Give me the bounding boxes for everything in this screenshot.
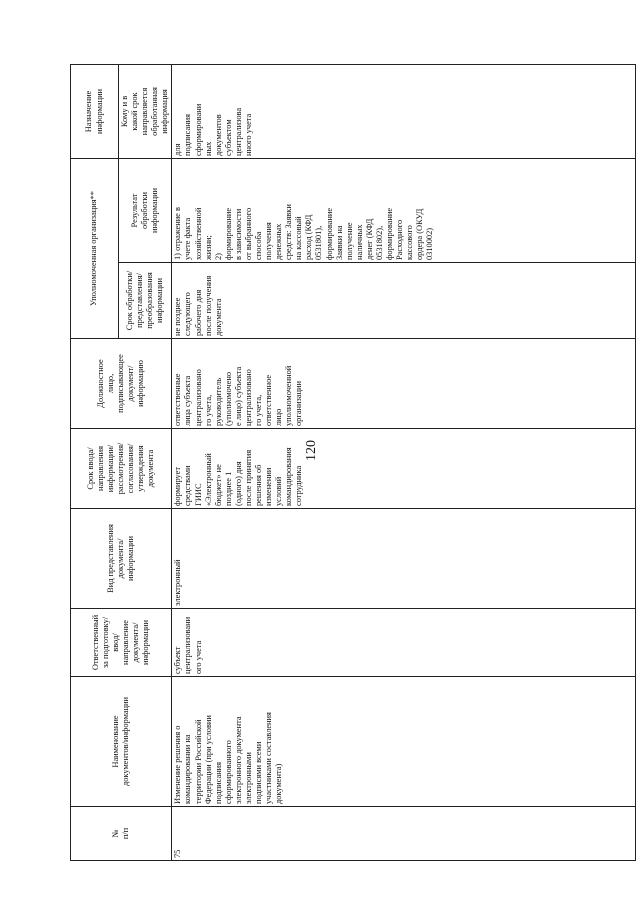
document-table — [70, 64, 636, 861]
cell-responsible: субъект централизовани ого учета — [172, 609, 636, 677]
cell-num: 75 — [172, 807, 636, 861]
cell-view: электронный — [172, 509, 636, 609]
cell-deadline-input: формирует средствами ГИИС «Электронный бюджет» не позднее 1 (одного) дня после принятия решения об изменении условий командирования сотрудника — [172, 429, 636, 509]
header-official: Должностное лицо, подписывающее документ/ информацию — [71, 339, 172, 429]
header-recipient: Кому и в какой срок направляется обработанная информация — [119, 64, 172, 158]
header-deadline-input: Срок ввода/ направления информации/ рассмотрения/ согласования/ утверждения документа — [71, 429, 172, 509]
cell-processing-deadline: не позднее следующего рабочего дня после получения документа — [172, 263, 636, 339]
header-purpose: Назначение информации — [71, 64, 119, 158]
table-row — [172, 64, 636, 860]
header-processing-deadline: Срок обработки/ представления/ преобразования информации — [119, 263, 172, 339]
header-num: № п/п — [71, 807, 172, 861]
header-view: Вид представления документа/ информации — [71, 509, 172, 609]
cell-recipient: для подписания сформировани ных документов субъектом централизова нного учета — [172, 64, 636, 158]
page-number: 120 — [304, 440, 319, 461]
header-row-1 — [71, 64, 119, 860]
header-authorized-org: Уполномоченная организация** — [71, 158, 119, 338]
rotated-document — [70, 64, 636, 861]
header-name: Наименование документов/информации — [71, 677, 172, 807]
header-responsible: Ответственный за подготовку/ ввод/ направление документа/ информации — [71, 609, 172, 677]
cell-name: Изменение решения о командировании на территории Российской Федерации (при условии подписания сформированного электронного документа электронными подписями всеми участниками составления документа) — [172, 677, 636, 807]
cell-result: 1) отражение в учете факта хозяйственной жизни; 2) формирование в зависимости от выбранного способа получения денежных средств: Заявки на кассовый расход (КФД 0531801), формирование Заявки на получение наличных денег (КФД 0531802), формирование Расходного кассового ордера (ОКУД 0310002) — [172, 158, 636, 262]
header-result: Результат обработки информации — [119, 158, 172, 262]
cell-official: ответственные лица субъекта централизовано го учета, руководитель (уполномочено е лицо) субъекта централизовано го учета, ответственное лицо уполномоченной организации — [172, 339, 636, 429]
